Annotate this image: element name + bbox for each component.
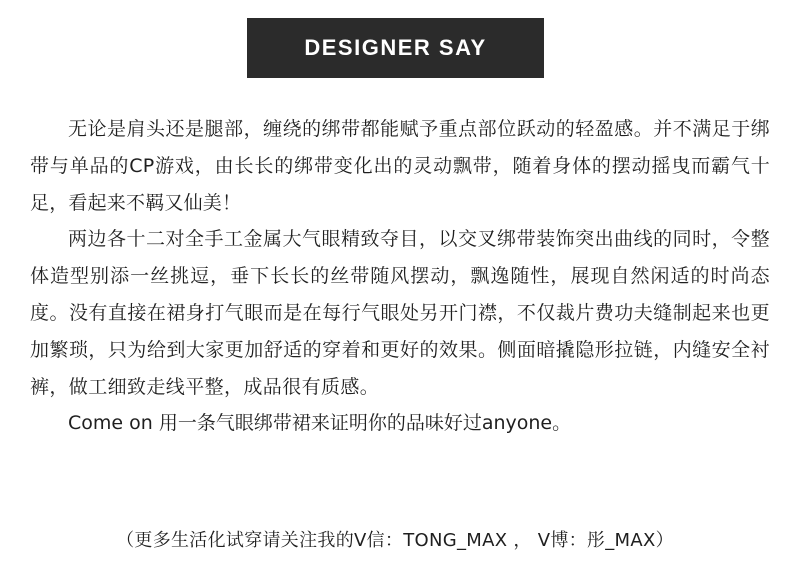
paragraph-eyelet-craftsmanship: 两边各十二对全手工金属大气眼精致夺目，以交叉绑带装饰突出曲线的同时，令整体造型别添一丝挑逗，垂下长长的丝带随风摆动，飘逸随性，展现自然闲适的时尚态度。没有直接在裙身打气眼而是在每行气眼处另开门襟，不仅裁片费功夫缝制起来也更加繁琐，只为给到大家更加舒适的穿着和更好的效果。侧面暗撬隐形拉链，内缝安全衬裤，做工细致走线平整，成品很有质感。 xyxy=(30,228,770,398)
designer-say-banner xyxy=(247,18,544,78)
banner-title: DESIGNER SAY xyxy=(304,35,487,60)
contact-line: （更多生活化试穿请关注我的V信：TONG_MAX ， V博：彤_MAX） xyxy=(116,530,674,551)
article-body xyxy=(30,111,770,442)
paragraph-come-on: Come on 用一条气眼绑带裙来证明你的品味好过anyone。 xyxy=(68,412,572,435)
paragraph-bandage-design: 无论是肩头还是腿部，缠绕的绑带都能赋予重点部位跃动的轻盈感。并不满足于绑带与单品的CP游戏，由长长的绑带变化出的灵动飘带，随着身体的摆动摇曳而霸气十足，看起来不羁又仙美！ xyxy=(30,118,770,214)
